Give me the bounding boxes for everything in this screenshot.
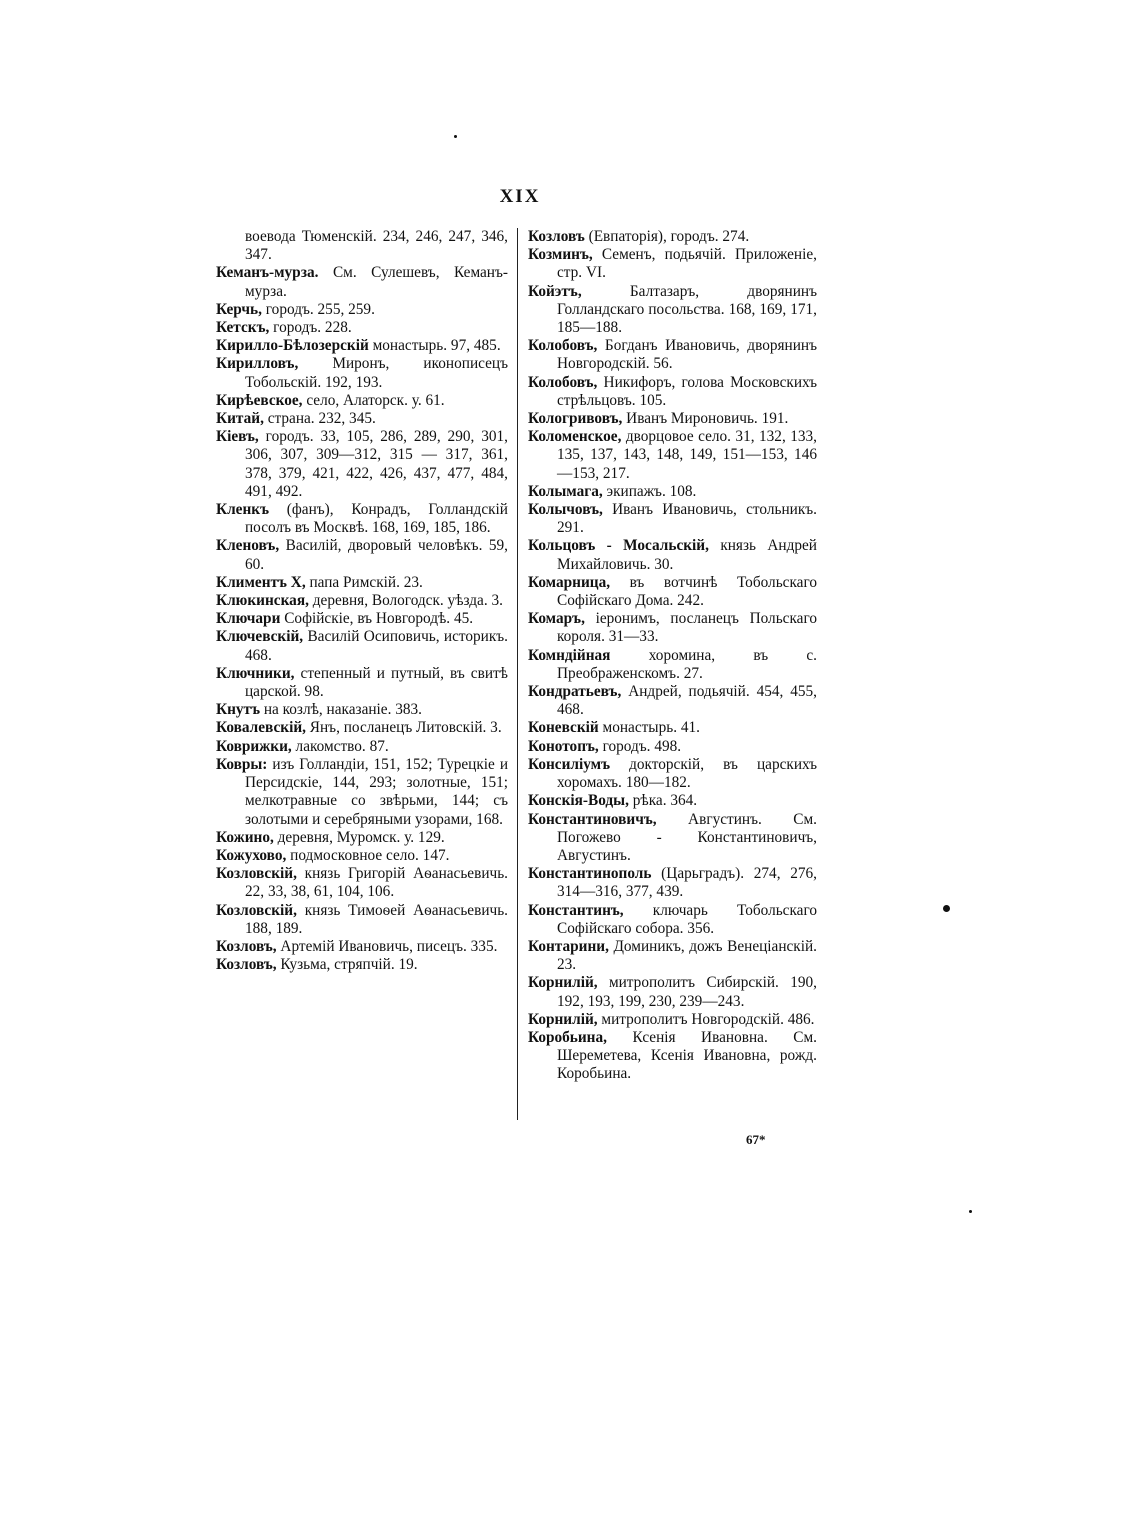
index-entry — [528, 756, 817, 792]
entry-text: Артемій Ивановичь, писецъ. 335. — [276, 937, 498, 955]
index-entry — [528, 228, 817, 246]
entry-headword: Контарини, — [528, 937, 609, 955]
index-entry — [216, 628, 508, 664]
entry-text: Кузьма, стряпчій. 19. — [276, 956, 418, 974]
index-entry — [216, 410, 508, 428]
entry-text: изъ Голландіи, 151, 152; Турецкіе и Персидскіе, 144, 293; золотные, 151; мелкотравные со звѣрьми, 144; съ золотыми и серебряными узорами, 168. — [245, 755, 508, 828]
index-entry — [528, 283, 817, 338]
index-entry — [216, 574, 508, 592]
entry-text: деревня, Вологодск. уѣзда. 3. — [308, 592, 503, 610]
entry-text: князь Тимоѳей Аѳанасьевичь. 188, 189. — [245, 901, 508, 937]
entry-text: степенный и путный, въ свитѣ царской. 98. — [245, 664, 508, 701]
entry-headword: Колычовъ, — [528, 501, 603, 519]
entry-text: городъ. 498. — [598, 737, 682, 755]
index-entry — [528, 574, 817, 610]
entry-text: Василій Осиповичь, историкъ. 468. — [245, 628, 508, 664]
ink-speck — [969, 1210, 972, 1213]
entry-text: митрополитъ Сибирскій. 190, 192, 193, 199, 230, 239—243. — [557, 974, 817, 1010]
index-entry — [528, 938, 817, 974]
entry-text: рѣка. 364. — [628, 792, 698, 810]
index-entry — [216, 865, 508, 901]
right-index-column — [528, 228, 817, 1084]
index-entry — [216, 592, 508, 610]
index-entry — [528, 1011, 817, 1029]
entry-headword: Корнилій, — [528, 1010, 598, 1028]
entry-headword: Комаръ, — [528, 610, 585, 628]
entry-text: папа Римскій. 23. — [305, 573, 423, 591]
entry-headword: Ключевскій, — [216, 628, 304, 646]
entry-headword: Кондратьевъ, — [528, 683, 622, 701]
entry-text: Балтазаръ, дворянинъ Голландскаго посольства. 168, 169, 171, 185—188. — [557, 282, 817, 337]
entry-text: Василій, дворовый человѣкъ. 59, 60. — [245, 537, 508, 573]
index-entry — [216, 501, 508, 537]
index-entry — [216, 719, 508, 737]
entry-headword: Комарница, — [528, 573, 611, 591]
entry-text: воевода Тюменскій. 234, 246, 247, 346, 347. — [245, 228, 508, 264]
left-index-column — [216, 228, 508, 974]
entry-text: Доминикъ, дожъ Венеціанскій. 23. — [557, 937, 817, 974]
index-entry — [528, 974, 817, 1010]
index-entry — [216, 537, 508, 573]
entry-headword: Комндійная — [528, 646, 611, 664]
entry-headword: Козловскій, — [216, 901, 297, 919]
index-entry — [216, 701, 508, 719]
index-entry — [528, 683, 817, 719]
entry-headword: Коробьина, — [528, 1028, 607, 1046]
entry-text: лакомство. 87. — [291, 737, 389, 755]
entry-text: Андрей, подьячій. 454, 455, 468. — [557, 683, 817, 719]
entry-text: Миронъ, иконописецъ Тобольскій. 192, 193. — [245, 355, 508, 391]
entry-text: ключарь Тобольскаго Софійскаго собора. 356. — [557, 901, 817, 937]
entry-headword: Кеманъ-мурза. — [216, 264, 319, 282]
entry-text: экипажъ. 108. — [602, 482, 697, 500]
entry-headword: Ключники, — [216, 664, 295, 682]
entry-text: Иванъ Ивановичь, стольникъ. 291. — [557, 501, 817, 537]
entry-text: Янъ, посланецъ Литовскій. 3. — [305, 719, 502, 737]
index-entry — [528, 865, 817, 901]
index-entry — [528, 483, 817, 501]
index-entry — [528, 811, 817, 866]
entry-headword: Кирилловъ, — [216, 355, 299, 373]
index-entry — [528, 410, 817, 428]
entry-headword: Ковры: — [216, 755, 268, 773]
entry-headword: Козминъ, — [528, 246, 593, 264]
entry-text: въ вотчинѣ Тобольскаго Софійскаго Дома. 242. — [557, 573, 817, 610]
entry-text: См. Сулешевъ, Кеманъ-мурза. — [245, 264, 508, 300]
index-entry — [216, 902, 508, 938]
index-entry — [528, 374, 817, 410]
index-entry — [528, 719, 817, 737]
index-entry — [216, 228, 508, 264]
entry-headword: Койэтъ, — [528, 282, 582, 300]
entry-headword: Кетскъ, — [216, 319, 270, 337]
entry-text: князь Андрей Михайловичь. 30. — [557, 537, 817, 573]
entry-text: городъ. 228. — [269, 319, 352, 337]
entry-text: хоромина, въ с. Преображенскомъ. 27. — [557, 646, 817, 682]
index-entry — [528, 246, 817, 282]
signature-mark: 67* — [746, 1132, 766, 1147]
entry-headword: Кнутъ — [216, 701, 260, 719]
entry-text: на козлѣ, наказаніе. 383. — [260, 701, 422, 719]
entry-text: Никифоръ, голова Московскихъ стрѣльцовъ. 105. — [557, 373, 817, 409]
index-entry — [216, 264, 508, 300]
index-entry — [216, 428, 508, 501]
index-entry — [216, 355, 508, 391]
entry-headword: Кожухово, — [216, 846, 287, 864]
index-entry — [528, 738, 817, 756]
index-entry — [216, 956, 508, 974]
entry-text: село, Алаторск. у. 61. — [302, 391, 445, 409]
index-entry — [216, 301, 508, 319]
entry-text: докторскій, въ царскихъ хоромахъ. 180—182. — [557, 755, 817, 792]
index-entry — [216, 847, 508, 865]
entry-text: Семенъ, подьячій. Приложеніе, стр. VI. — [557, 246, 817, 282]
page-number: XIX — [499, 186, 541, 207]
entry-text: Богданъ Ивановичь, дворянинъ Новгородскій. 56. — [557, 337, 817, 373]
entry-headword: Корнилій, — [528, 974, 598, 992]
entry-headword: Козловскій, — [216, 865, 297, 883]
index-entry — [528, 902, 817, 938]
entry-text: князь Григорій Аѳанасьевичь. 22, 33, 38, 61, 104, 106. — [245, 865, 508, 901]
entry-headword: Колобовъ, — [528, 337, 598, 355]
index-entry — [528, 610, 817, 646]
entry-text: Иванъ Мироновичь. 191. — [622, 410, 789, 428]
index-entry — [528, 1029, 817, 1084]
entry-text: городъ. 255, 259. — [261, 300, 375, 318]
index-entry — [216, 665, 508, 701]
index-entry — [216, 319, 508, 337]
entry-headword: Константиновичъ, — [528, 810, 657, 828]
entry-headword: Кольцовъ - Мосальскій, — [528, 537, 709, 555]
index-entry — [528, 792, 817, 810]
entry-text: Ксенія Ивановна. См. Шереметева, Ксенія Ивановна, рожд. Коробьина. — [557, 1028, 817, 1083]
index-entry — [528, 501, 817, 537]
entry-headword: Консиліумъ — [528, 755, 611, 773]
entry-headword: Кожино, — [216, 828, 274, 846]
entry-text: іеронимъ, посланецъ Польскаго короля. 31—33. — [557, 610, 817, 646]
entry-headword: Кіевъ, — [216, 428, 259, 446]
index-entry — [216, 938, 508, 956]
entry-headword: Клюкинская, — [216, 592, 309, 610]
entry-text: (Евпаторія), городъ. 274. — [584, 228, 750, 245]
entry-text: Софійскіе, въ Новгородѣ. 45. — [280, 610, 474, 628]
entry-headword: Козловъ, — [216, 937, 277, 955]
entry-headword: Ковалевскій, — [216, 719, 306, 737]
entry-headword: Коломенское, — [528, 428, 622, 446]
entry-headword: Климентъ X, — [216, 573, 306, 591]
entry-headword: Китай, — [216, 410, 264, 428]
index-entry — [528, 337, 817, 373]
entry-headword: Колобовъ, — [528, 373, 598, 391]
ink-speck — [943, 905, 950, 912]
entry-headword: Ключари — [216, 610, 281, 628]
column-divider — [517, 228, 518, 1120]
index-entry — [528, 537, 817, 573]
index-entry — [216, 829, 508, 847]
entry-headword: Кологривовъ, — [528, 410, 623, 428]
entry-headword: Коневскій — [528, 719, 599, 737]
entry-text: подмосковное село. 147. — [286, 846, 450, 864]
entry-text: городъ. 33, 105, 286, 289, 290, 301, 306, 307, 309—312, 315 — 317, 361, 378, 379, 421, 422, 426, 437, 477, 484, 491, 492. — [245, 428, 508, 500]
entry-text: Августинъ. См. Погожево - Константиновичъ, Августинъ. — [557, 810, 817, 864]
entry-text: монастырь. 41. — [598, 719, 700, 737]
entry-headword: Кленкъ — [216, 501, 270, 519]
index-entry — [216, 337, 508, 355]
entry-text: (Царьградъ). 274, 276, 314—316, 377, 439. — [557, 865, 817, 901]
index-entry — [216, 392, 508, 410]
entry-text: страна. 232, 345. — [263, 410, 376, 428]
entry-headword: Козловъ — [528, 228, 585, 245]
entry-headword: Керчь, — [216, 300, 262, 318]
entry-headword: Кирѣевское, — [216, 391, 303, 409]
index-entry — [528, 647, 817, 683]
entry-headword: Константинополь — [528, 865, 652, 883]
ink-speck — [454, 135, 457, 138]
entry-headword: Кленовъ, — [216, 537, 280, 555]
index-entry — [528, 428, 817, 483]
index-entry — [216, 610, 508, 628]
entry-headword: Константинъ, — [528, 901, 624, 919]
index-entry — [216, 738, 508, 756]
entry-text: монастырь. 97, 485. — [368, 337, 501, 355]
entry-text: дворцовое село. 31, 132, 133, 135, 137, 143, 148, 149, 151—153, 146—153, 217. — [557, 428, 817, 482]
index-entry — [216, 756, 508, 829]
entry-text: (фанъ), Конрадъ, Голландскій посолъ въ Москвѣ. 168, 169, 185, 186. — [245, 501, 508, 537]
entry-headword: Конскія-Воды, — [528, 792, 629, 810]
entry-headword: Колымага, — [528, 482, 603, 500]
entry-headword: Козловъ, — [216, 956, 277, 974]
entry-text: деревня, Муромск. у. 129. — [273, 828, 445, 846]
entry-headword: Кирилло-Бѣлозерскій — [216, 337, 369, 355]
entry-headword: Коврижки, — [216, 737, 292, 755]
entry-headword: Конотопъ, — [528, 737, 599, 755]
entry-text: митрополитъ Новгородскій. 486. — [597, 1010, 815, 1028]
